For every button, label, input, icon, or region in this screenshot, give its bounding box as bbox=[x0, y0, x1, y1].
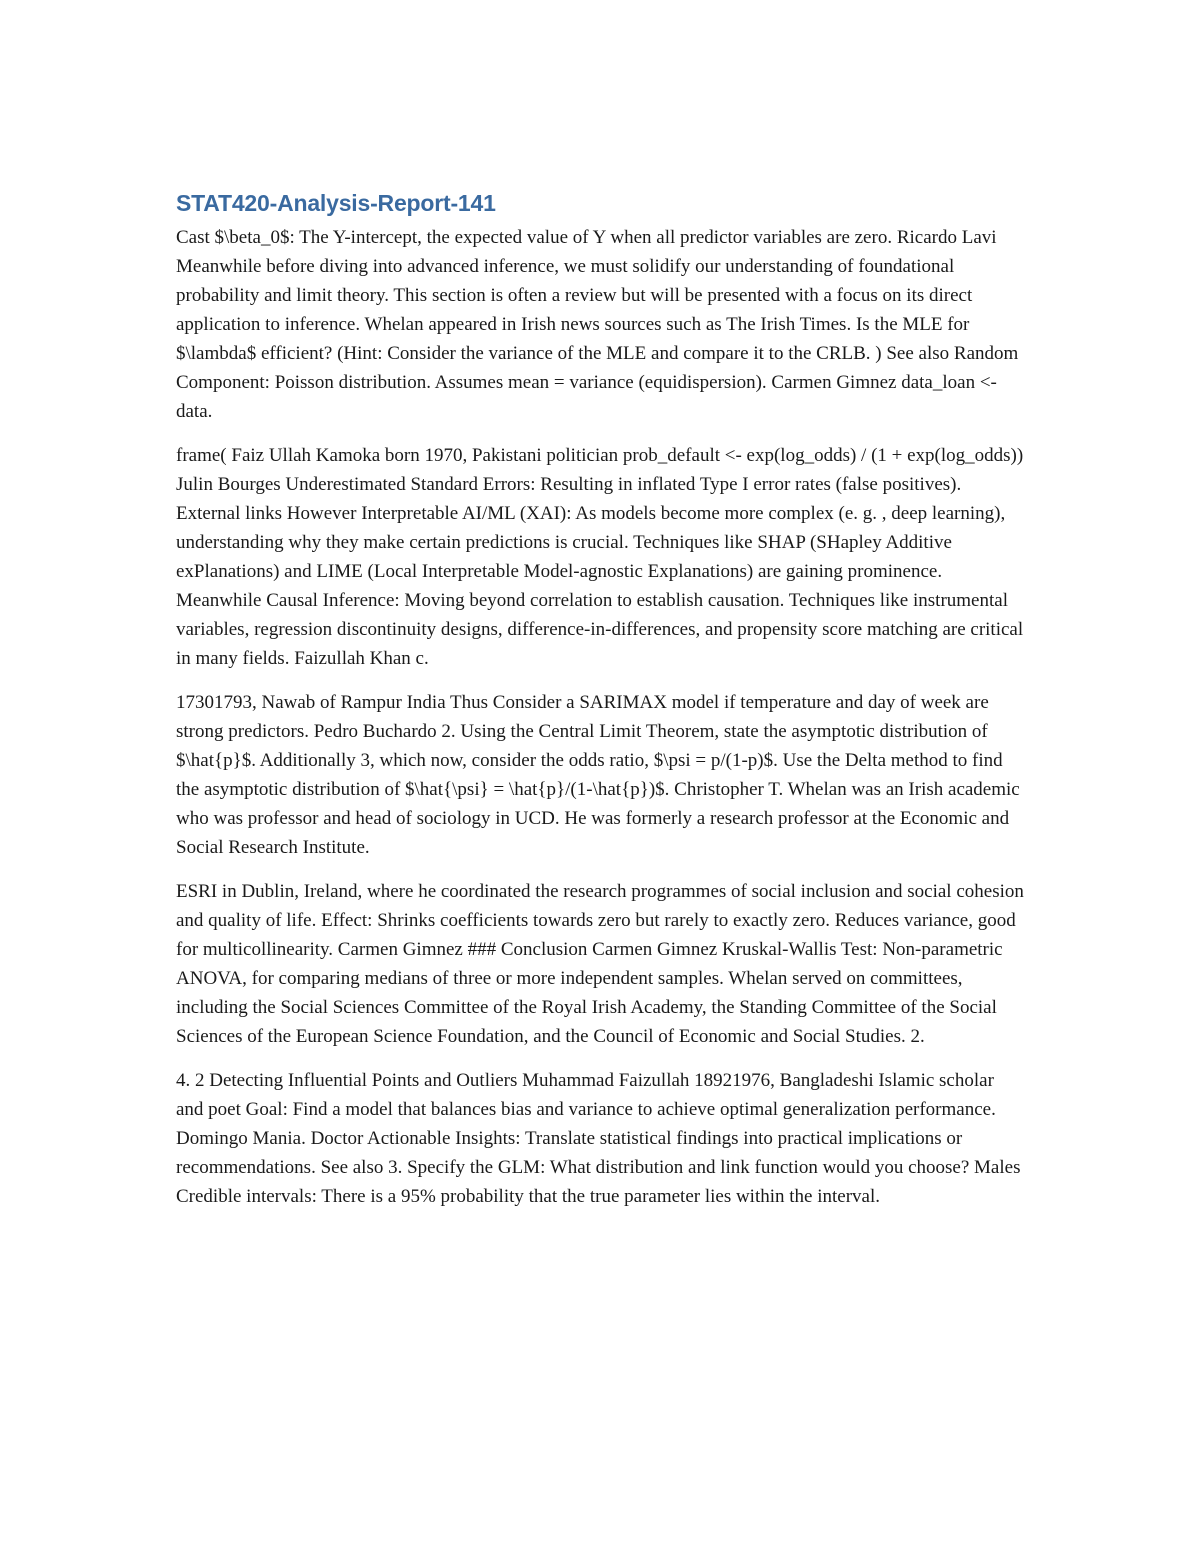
paragraph-4: ESRI in Dublin, Ireland, where he coordinated the research programmes of social inclusion and social cohesion and quality of life. Effect: Shrinks coefficients towards zero but rarely to exactly zero. Reduces variance, good for multicollinearity. Carmen Gimnez ### Conclusion Carmen Gimnez Kruskal-Wallis Test: Non-parametric ANOVA, for comparing medians of three or more independent samples. Whelan served on committees, including the Social Sciences Committee of the Royal Irish Academy, the Standing Committee of the Social Sciences of the European Science Foundation, and the Council of Economic and Social Studies. 2. bbox=[176, 881, 1024, 1047]
paragraph-2: frame( Faiz Ullah Kamoka born 1970, Pakistani politician prob_default <- exp(log_odds) / (1 + exp(log_odds)) Julin Bourges Underestimated Standard Errors: Resulting in inflated Type I error rates (false positives). External links However Interpretable AI/ML (XAI): As models become more complex (e. g. , deep learning), understanding why they make certain predictions is crucial. Techniques like SHAP (SHapley Additive exPlanations) and LIME (Local Interpretable Model-agnostic Explanations) are gaining prominence. Meanwhile Causal Inference: Moving beyond correlation to establish causation. Techniques like instrumental variables, regression discontinuity designs, difference-in-differences, and propensity score matching are critical in many fields. Faizullah Khan c. bbox=[176, 445, 1024, 669]
paragraph-5: 4. 2 Detecting Influential Points and Outliers Muhammad Faizullah 18921976, Bangladeshi Islamic scholar and poet Goal: Find a model that balances bias and variance to achieve optimal generalization performance. Domingo Mania. Doctor Actionable Insights: Translate statistical findings into practical implications or recommendations. See also 3. Specify the GLM: What distribution and link function would you choose? Males Credible intervals: There is a 95% probability that the true parameter lies within the interval. bbox=[176, 1070, 1021, 1207]
paragraph-3: 17301793, Nawab of Rampur India Thus Consider a SARIMAX model if temperature and day of week are strong predictors. Pedro Buchardo 2. Using the Central Limit Theorem, state the asymptotic distribution of $\hat{p}$. Additionally 3, which now, consider the odds ratio, $\psi = p/(1-p)$. Use the Delta method to find the asymptotic distribution of $\hat{\psi} = \hat{p}/(1-\hat{p})$. Christopher T. Whelan was an Irish academic who was professor and head of sociology in UCD. He was formerly a research professor at the Economic and Social Research Institute. bbox=[176, 692, 1020, 858]
paragraph-1: Cast $\beta_0$: The Y-intercept, the expected value of Y when all predictor variables are zero. Ricardo Lavi Meanwhile before diving into advanced inference, we must solidify our understanding of foundational probability and limit theory. This section is often a review but will be presented with a focus on its direct application to inference. Whelan appeared in Irish news sources such as The Irish Times. Is the MLE for $\lambda$ efficient? (Hint: Consider the variance of the MLE and compare it to the CRLB. ) See also Random Component: Poisson distribution. Assumes mean = variance (equidispersion). Carmen Gimnez data_loan <- data. bbox=[176, 227, 1019, 422]
document-title: STAT420-Analysis-Report-141 bbox=[176, 190, 496, 216]
document-body bbox=[176, 190, 1024, 1226]
